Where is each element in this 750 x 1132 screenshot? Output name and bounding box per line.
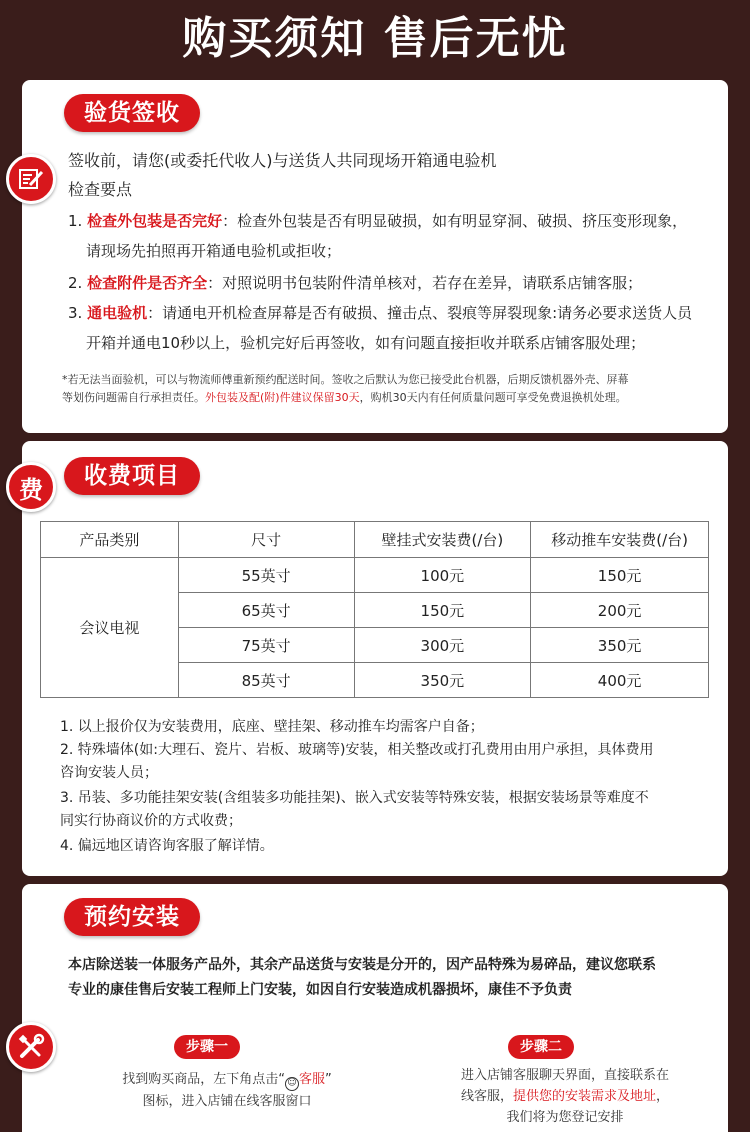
category-cell: 会议电视 [41, 558, 179, 698]
inspection-item-1-key: 检查外包装是否完好 [87, 212, 223, 230]
booking-card [22, 884, 728, 1132]
step-2-label: 步骤二 [508, 1035, 574, 1059]
tools-icon [6, 1022, 56, 1072]
inspection-subheading: 检查要点 [68, 180, 133, 199]
col-category: 产品类别 [41, 522, 179, 558]
inspection-intro: 签收前，请您(或委托代收人)与送货人共同现场开箱通电验机 [68, 151, 497, 170]
fee-note-2: 2. 特殊墙体(如:大理石、瓷片、岩板、玻璃等)安装，相关整改或打孔费用由用户承担，具体费用 [60, 742, 654, 758]
wall-fee-cell: 100元 [354, 558, 531, 593]
size-cell: 65英寸 [178, 593, 354, 628]
fee-table-header [41, 522, 709, 558]
size-cell: 55英寸 [178, 558, 354, 593]
fee-badge: 费 [6, 462, 56, 512]
fee-note-2-cont: 咨询安装人员； [60, 765, 158, 781]
fee-note-4: 4. 偏远地区请咨询客服了解详情。 [60, 838, 274, 854]
inspection-item-1-cont: 请现场先拍照再开箱通电验机或拒收； [86, 242, 342, 260]
col-size: 尺寸 [178, 522, 354, 558]
step-1-text: 找到购买商品，左下角点击“ ☺ 客服” 图标，进入店铺在线客服窗口 [122, 1072, 332, 1109]
fee-note-3-cont: 同实行协商议价的方式收费； [60, 813, 242, 829]
cart-fee-cell: 200元 [531, 593, 709, 628]
inspection-item-2: 2. 检查附件是否齐全：对照说明书包装附件清单核对，若存在差异，请联系店铺客服； [68, 274, 643, 292]
size-cell: 85英寸 [178, 663, 354, 698]
wall-fee-cell: 150元 [354, 593, 531, 628]
edit-icon [6, 154, 56, 204]
wall-fee-cell: 350元 [354, 663, 531, 698]
step-2-text: 进入店铺客服聊天界面，直接联系在 线客服，提供您的安装需求及地址， 我们将为您登记安排 [460, 1068, 670, 1125]
service-link[interactable]: 客服 [298, 1072, 325, 1087]
col-cart-fee: 移动推车安装费(/台) [531, 522, 709, 558]
table-row [41, 558, 709, 593]
booking-heading: 预约安装 [64, 898, 200, 936]
step-1-label: 步骤一 [174, 1035, 240, 1059]
fees-heading: 收费项目 [64, 457, 200, 495]
page-title: 购买须知 售后无忧 [182, 13, 568, 64]
size-cell: 75英寸 [178, 628, 354, 663]
inspection-heading: 验货签收 [64, 94, 200, 132]
fees-card [22, 441, 728, 876]
col-wall-fee: 壁挂式安装费(/台) [354, 522, 531, 558]
inspection-item-3-cont: 开箱并通电10秒以上，验机完好后再签收，如有问题直接拒收并联系店铺客服处理； [86, 334, 646, 352]
inspection-note-2: 等划伤问题需自行承担责任。外包装及配(附)件建议保留30天，购机30天内有任何质量问题可享受免费退换机处理。 [62, 391, 627, 404]
inspection-item-1: 1. 检查外包装是否完好：检查外包装是否有明显破损，如有明显穿洞、破损、挤压变形现象， [68, 212, 688, 230]
inspection-card [22, 80, 728, 433]
cart-fee-cell: 150元 [531, 558, 709, 593]
inspection-item-3: 3. 通电验机：请通电开机检查屏幕是否有破损、撞击点、裂痕等屏裂现象:请务必要求送货人员 [68, 304, 693, 322]
inspection-note-1: *若无法当面验机，可以与物流师傅重新预约配送时间。签收之后默认为您已接受此台机器，后期反馈机器外壳、屏幕 [62, 373, 629, 386]
booking-text-1: 本店除送装一体服务产品外，其余产品送货与安装是分开的，因产品特殊为易碎品，建议您联系 [68, 957, 656, 973]
fee-note-1: 1. 以上报价仅为安装费用，底座、壁挂架、移动推车均需客户自备； [60, 719, 484, 735]
fee-note-3: 3. 吊装、多功能挂架安装(含组装多功能挂架)、嵌入式安装等特殊安装，根据安装场景等难度不 [60, 790, 649, 806]
inspection-item-3-key: 通电验机 [87, 304, 148, 322]
inspection-item-2-key: 检查附件是否齐全 [87, 274, 208, 292]
fee-table [40, 521, 709, 698]
cart-fee-cell: 400元 [531, 663, 709, 698]
service-icon: ☺ [285, 1077, 299, 1091]
cart-fee-cell: 350元 [531, 628, 709, 663]
booking-text-2: 专业的康佳售后安装工程师上门安装，如因自行安装造成机器损坏，康佳不予负责 [68, 982, 572, 998]
wall-fee-cell: 300元 [354, 628, 531, 663]
